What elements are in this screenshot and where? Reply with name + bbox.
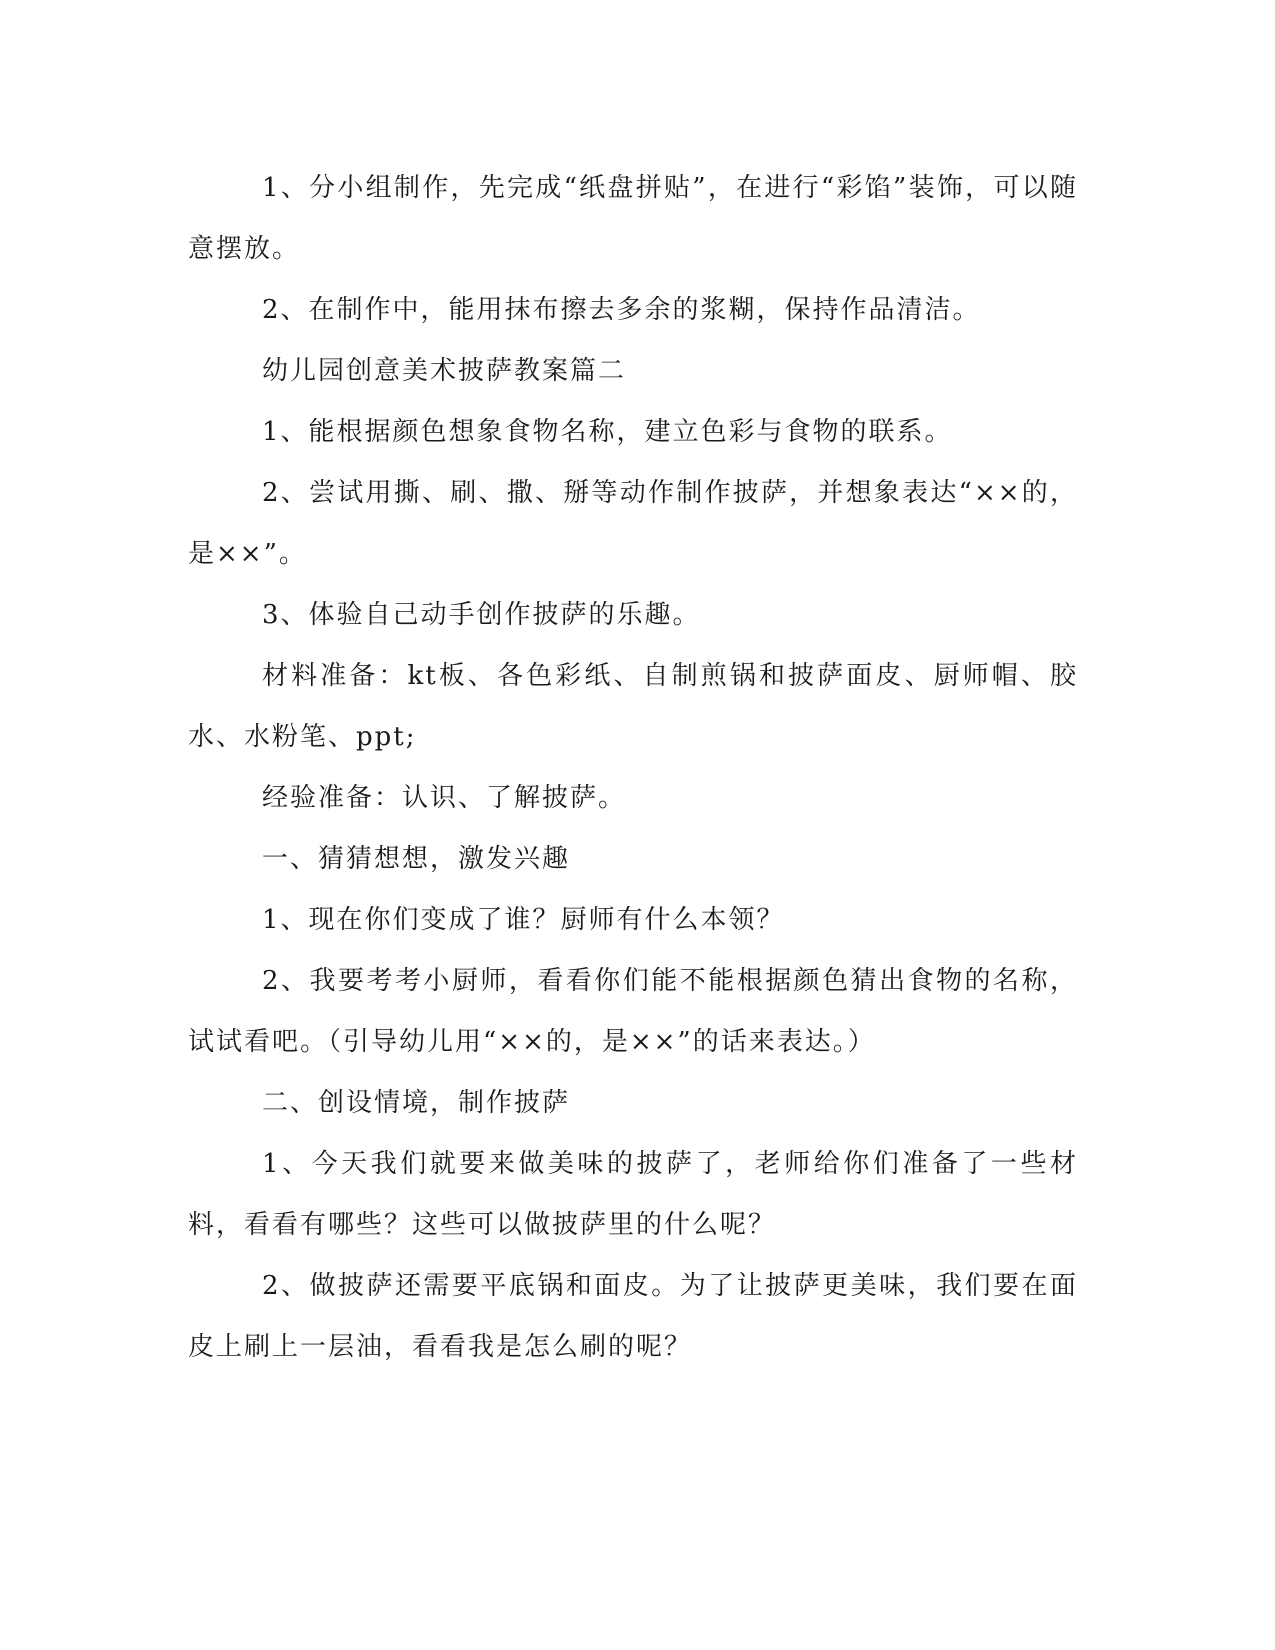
section-heading: 幼儿园创意美术披萨教案篇二 [262, 356, 627, 386]
paragraph-3: 1、能根据颜色想象食物名称，建立色彩与食物的联系。 [262, 417, 953, 447]
paragraph-2: 2、在制作中，能用抹布擦去多余的浆糊，保持作品清洁。 [262, 295, 981, 325]
document-page [188, 158, 1078, 1378]
materials-preparation: 材料准备：kt板、各色彩纸、自制煎锅和披萨面皮、厨师帽、胶水、水粉笔、ppt; [188, 661, 1078, 752]
paragraph-1: 1、分小组制作，先完成“纸盘拼贴”，在进行“彩馅”装饰，可以随意摆放。 [188, 173, 1078, 264]
step-heading-1: 一、猜猜想想，激发兴趣 [262, 844, 571, 874]
experience-preparation: 经验准备：认识、了解披萨。 [262, 783, 627, 813]
paragraph-5: 3、体验自己动手创作披萨的乐趣。 [262, 600, 701, 630]
paragraph-7: 2、我要考考小厨师，看看你们能不能根据颜色猜出食物的名称，试试看吧。（引导幼儿用“××的，是××”的话来表达。） [188, 966, 1078, 1057]
paragraph-9: 2、做披萨还需要平底锅和面皮。为了让披萨更美味，我们要在面皮上刷上一层油，看看我是怎么刷的呢？ [188, 1271, 1078, 1362]
paragraph-8: 1、今天我们就要来做美味的披萨了，老师给你们准备了一些材料，看看有哪些？这些可以做披萨里的什么呢？ [188, 1149, 1078, 1240]
paragraph-4: 2、尝试用撕、刷、撒、掰等动作制作披萨，并想象表达“××的，是××”。 [188, 478, 1078, 569]
paragraph-6: 1、现在你们变成了谁？厨师有什么本领？ [262, 905, 785, 935]
step-heading-2: 二、创设情境，制作披萨 [262, 1088, 571, 1118]
